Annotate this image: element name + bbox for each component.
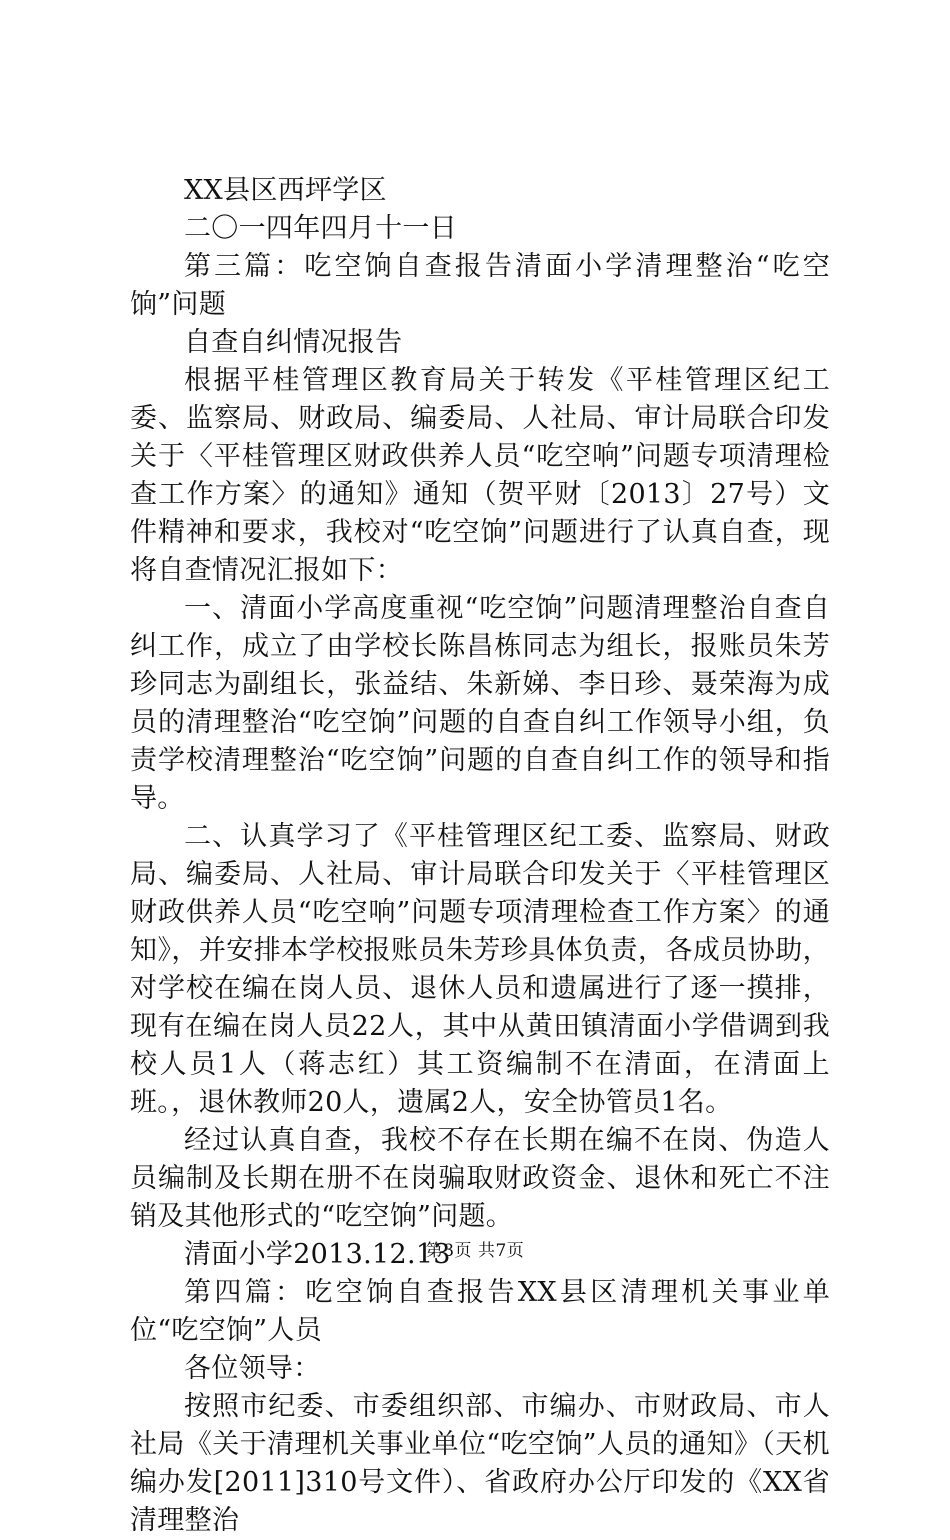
school-signature: 清面小学2013.12.13 (184, 1239, 451, 1270)
signature-date: 二〇一四年四月十一日 (184, 213, 457, 244)
body-paragraph: 二、认真学习了《平桂管理区纪工委、监察局、财政局、编委局、人社局、审计局联合印发关于〈平桂管理区财政供养人员“吃空响”问题专项清理检查工作方案〉的通知》，并安排本学校报账员朱芳珍具体负责，各成员协助，对学校在编在岗人员、退休人员和遗属进行了逐一摸排，现有在编在岗人员22人，其中从黄田镇清面小学借调到我校人员1人（蒋志红）其工资编制不在清面，在清面上班。，退休教师20人，遗属2人，安全协管员1名。 (130, 821, 830, 1118)
report-title: 自查自纠情况报告 (184, 327, 403, 358)
body-paragraph: 按照市纪委、市委组织部、市编办、市财政局、市人社局《关于清理机关事业单位“吃空饷”人员的通知》（天机编办发[2011]310号文件）、省政府办公厅印发的《XX省清理整治 (130, 1391, 830, 1536)
section-heading-4: 第四篇：吃空饷自查报告XX县区清理机关事业单位“吃空饷”人员 (130, 1277, 830, 1346)
body-paragraph: 根据平桂管理区教育局关于转发《平桂管理区纪工委、监察局、财政局、编委局、人社局、审计局联合印发关于〈平桂管理区财政供养人员“吃空响”问题专项清理检查工作方案〉的通知》通知（贺平财〔2013〕27号）文件精神和要求，我校对“吃空饷”问题进行了认真自查，现将自查情况汇报如下： (130, 365, 830, 586)
body-paragraph: 一、清面小学高度重视“吃空饷”问题清理整治自查自纠工作，成立了由学校长陈昌栋同志为组长，报账员朱芳珍同志为副组长，张益结、朱新娣、李日珍、聂荣海为成员的清理整治“吃空饷”问题的自查自纠工作领导小组，负责学校清理整治“吃空饷”问题的自查自纠工作的领导和指导。 (130, 593, 830, 814)
salutation: 各位领导： (184, 1353, 321, 1384)
section-heading-3: 第三篇：吃空饷自查报告清面小学清理整治“吃空饷”问题 (130, 251, 830, 320)
document-body (130, 172, 830, 1540)
body-paragraph: 经过认真自查，我校不存在长期在编不在岗、伪造人员编制及长期在册不在岗骗取财政资金、退休和死亡不注销及其他形式的“吃空饷”问题。 (130, 1125, 830, 1232)
page-number-footer: 第3页 共7页 (425, 1241, 525, 1261)
signature-org: XX县区西坪学区 (184, 175, 387, 206)
